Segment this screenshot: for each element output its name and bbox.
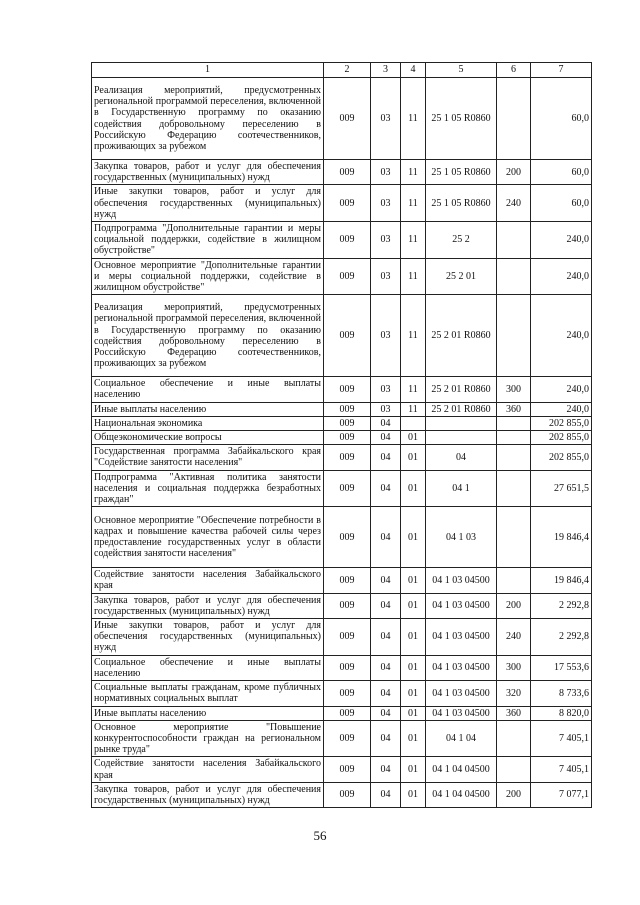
target-article-cell: 04 1 03 04500 xyxy=(426,655,497,680)
row-name-cell: Социальные выплаты гражданам, кроме публичных нормативных социальных выплат xyxy=(92,681,324,706)
row-name-cell: Подпрограмма "Дополнительные гарантии и меры социальной поддержки, содействие в жилищном обустройстве" xyxy=(92,222,324,259)
row-name-cell: Реализация мероприятий, предусмотренных региональной программой переселения, включенной в Государственную программу по оказанию содействия добровольному переселению в Российскую Федерацию соотечественников, проживающих за рубежом xyxy=(92,295,324,377)
table-body xyxy=(92,63,592,808)
target-article-cell xyxy=(426,431,497,445)
row-name-cell: Подпрограмма "Активная политика занятости населения и социальная поддержка безработных граждан" xyxy=(92,470,324,507)
target-article-cell: 04 1 03 04500 xyxy=(426,619,497,656)
expense-type-cell: 320 xyxy=(497,681,531,706)
admin-code-cell: 009 xyxy=(324,655,371,680)
table-row xyxy=(92,706,592,720)
subsection-code-cell xyxy=(401,416,426,430)
expense-type-cell xyxy=(497,416,531,430)
table-row xyxy=(92,568,592,593)
expense-type-cell xyxy=(497,568,531,593)
section-code-cell: 03 xyxy=(371,78,401,160)
row-name-cell: Основное мероприятие "Обеспечение потребности в кадрах и повышение качества рабочей силы через предоставление государственных услуг в области содействия занятости населения" xyxy=(92,507,324,568)
target-article-cell: 25 1 05 R0860 xyxy=(426,78,497,160)
target-article-cell: 25 2 01 R0860 xyxy=(426,402,497,416)
table-row xyxy=(92,431,592,445)
header-cell: 4 xyxy=(401,63,426,78)
expense-type-cell xyxy=(497,222,531,259)
table-row xyxy=(92,593,592,618)
admin-code-cell: 009 xyxy=(324,470,371,507)
target-article-cell: 25 2 xyxy=(426,222,497,259)
section-code-cell: 04 xyxy=(371,507,401,568)
table-row xyxy=(92,295,592,377)
amount-cell: 240,0 xyxy=(531,222,592,259)
subsection-code-cell: 01 xyxy=(401,445,426,470)
section-code-cell: 04 xyxy=(371,619,401,656)
admin-code-cell: 009 xyxy=(324,222,371,259)
amount-cell: 2 292,8 xyxy=(531,619,592,656)
admin-code-cell: 009 xyxy=(324,431,371,445)
subsection-code-cell: 01 xyxy=(401,655,426,680)
amount-cell: 2 292,8 xyxy=(531,593,592,618)
table-row xyxy=(92,222,592,259)
section-code-cell: 03 xyxy=(371,377,401,402)
header-cell: 3 xyxy=(371,63,401,78)
amount-cell: 202 855,0 xyxy=(531,431,592,445)
amount-cell: 19 846,4 xyxy=(531,507,592,568)
header-cell: 6 xyxy=(497,63,531,78)
table-row xyxy=(92,655,592,680)
row-name-cell: Государственная программа Забайкальского края "Содействие занятости населения" xyxy=(92,445,324,470)
admin-code-cell: 009 xyxy=(324,507,371,568)
amount-cell: 60,0 xyxy=(531,160,592,185)
subsection-code-cell: 01 xyxy=(401,706,426,720)
subsection-code-cell: 11 xyxy=(401,402,426,416)
amount-cell: 8 733,6 xyxy=(531,681,592,706)
row-name-cell: Закупка товаров, работ и услуг для обеспечения государственных (муниципальных) нужд xyxy=(92,160,324,185)
target-article-cell: 04 1 03 04500 xyxy=(426,593,497,618)
admin-code-cell: 009 xyxy=(324,706,371,720)
budget-table xyxy=(91,62,592,808)
table-row xyxy=(92,258,592,295)
admin-code-cell: 009 xyxy=(324,568,371,593)
expense-type-cell: 240 xyxy=(497,185,531,222)
amount-cell: 240,0 xyxy=(531,258,592,295)
table-row xyxy=(92,160,592,185)
section-code-cell: 04 xyxy=(371,416,401,430)
table-row xyxy=(92,78,592,160)
subsection-code-cell: 01 xyxy=(401,782,426,807)
subsection-code-cell: 01 xyxy=(401,568,426,593)
admin-code-cell: 009 xyxy=(324,619,371,656)
table-row xyxy=(92,681,592,706)
row-name-cell: Социальное обеспечение и иные выплаты населению xyxy=(92,377,324,402)
admin-code-cell: 009 xyxy=(324,757,371,782)
target-article-cell xyxy=(426,416,497,430)
expense-type-cell: 360 xyxy=(497,706,531,720)
target-article-cell: 25 2 01 xyxy=(426,258,497,295)
header-cell: 7 xyxy=(531,63,592,78)
table-row xyxy=(92,416,592,430)
row-name-cell: Содействие занятости населения Забайкальского края xyxy=(92,757,324,782)
admin-code-cell: 009 xyxy=(324,295,371,377)
expense-type-cell xyxy=(497,507,531,568)
target-article-cell: 04 1 03 04500 xyxy=(426,706,497,720)
amount-cell: 240,0 xyxy=(531,402,592,416)
table-row xyxy=(92,377,592,402)
row-name-cell: Содействие занятости населения Забайкальского края xyxy=(92,568,324,593)
section-code-cell: 03 xyxy=(371,160,401,185)
expense-type-cell xyxy=(497,470,531,507)
amount-cell: 202 855,0 xyxy=(531,416,592,430)
row-name-cell: Национальная экономика xyxy=(92,416,324,430)
target-article-cell: 04 1 03 04500 xyxy=(426,568,497,593)
section-code-cell: 04 xyxy=(371,720,401,757)
subsection-code-cell: 11 xyxy=(401,185,426,222)
admin-code-cell: 009 xyxy=(324,445,371,470)
amount-cell: 19 846,4 xyxy=(531,568,592,593)
header-cell: 1 xyxy=(92,63,324,78)
expense-type-cell xyxy=(497,431,531,445)
target-article-cell: 25 2 01 R0860 xyxy=(426,377,497,402)
target-article-cell: 04 xyxy=(426,445,497,470)
expense-type-cell xyxy=(497,295,531,377)
expense-type-cell xyxy=(497,757,531,782)
subsection-code-cell: 01 xyxy=(401,681,426,706)
subsection-code-cell: 01 xyxy=(401,593,426,618)
section-code-cell: 04 xyxy=(371,655,401,680)
header-cell: 5 xyxy=(426,63,497,78)
row-name-cell: Реализация мероприятий, предусмотренных региональной программой переселения, включенной в Государственную программу по оказанию содействия добровольному переселению в Российскую Федерацию соотечественников, проживающих за рубежом xyxy=(92,78,324,160)
target-article-cell: 25 2 01 R0860 xyxy=(426,295,497,377)
row-name-cell: Общеэкономические вопросы xyxy=(92,431,324,445)
row-name-cell: Социальное обеспечение и иные выплаты населению xyxy=(92,655,324,680)
amount-cell: 60,0 xyxy=(531,185,592,222)
expense-type-cell: 200 xyxy=(497,593,531,618)
admin-code-cell: 009 xyxy=(324,681,371,706)
row-name-cell: Закупка товаров, работ и услуг для обеспечения государственных (муниципальных) нужд xyxy=(92,782,324,807)
table-row xyxy=(92,445,592,470)
admin-code-cell: 009 xyxy=(324,185,371,222)
amount-cell: 240,0 xyxy=(531,377,592,402)
target-article-cell: 25 1 05 R0860 xyxy=(426,160,497,185)
section-code-cell: 04 xyxy=(371,681,401,706)
section-code-cell: 03 xyxy=(371,402,401,416)
section-code-cell: 04 xyxy=(371,706,401,720)
table-row xyxy=(92,470,592,507)
row-name-cell: Закупка товаров, работ и услуг для обеспечения государственных (муниципальных) нужд xyxy=(92,593,324,618)
subsection-code-cell: 01 xyxy=(401,431,426,445)
expense-type-cell: 300 xyxy=(497,655,531,680)
page-number: 56 xyxy=(313,828,327,843)
subsection-code-cell: 11 xyxy=(401,78,426,160)
table-row xyxy=(92,757,592,782)
expense-type-cell: 200 xyxy=(497,782,531,807)
target-article-cell: 04 1 04 04500 xyxy=(426,757,497,782)
row-name-cell: Основное мероприятие "Повышение конкурентоспособности граждан на региональном рынке труда" xyxy=(92,720,324,757)
expense-type-cell xyxy=(497,258,531,295)
subsection-code-cell: 11 xyxy=(401,377,426,402)
amount-cell: 240,0 xyxy=(531,295,592,377)
admin-code-cell: 009 xyxy=(324,720,371,757)
section-code-cell: 04 xyxy=(371,593,401,618)
subsection-code-cell: 11 xyxy=(401,222,426,259)
admin-code-cell: 009 xyxy=(324,377,371,402)
admin-code-cell: 009 xyxy=(324,78,371,160)
table-row xyxy=(92,402,592,416)
amount-cell: 7 405,1 xyxy=(531,720,592,757)
table-row xyxy=(92,782,592,807)
admin-code-cell: 009 xyxy=(324,782,371,807)
expense-type-cell: 300 xyxy=(497,377,531,402)
row-name-cell: Основное мероприятие "Дополнительные гарантии и меры социальной поддержки, содействие в жилищном обустройстве" xyxy=(92,258,324,295)
table-row xyxy=(92,619,592,656)
subsection-code-cell: 01 xyxy=(401,757,426,782)
admin-code-cell: 009 xyxy=(324,416,371,430)
row-name-cell: Иные закупки товаров, работ и услуг для обеспечения государственных (муниципальных) нужд xyxy=(92,619,324,656)
section-code-cell: 04 xyxy=(371,782,401,807)
amount-cell: 7 077,1 xyxy=(531,782,592,807)
amount-cell: 202 855,0 xyxy=(531,445,592,470)
section-code-cell: 03 xyxy=(371,222,401,259)
row-name-cell: Иные выплаты населению xyxy=(92,706,324,720)
expense-type-cell xyxy=(497,720,531,757)
target-article-cell: 04 1 04 xyxy=(426,720,497,757)
admin-code-cell: 009 xyxy=(324,402,371,416)
subsection-code-cell: 11 xyxy=(401,258,426,295)
subsection-code-cell: 01 xyxy=(401,619,426,656)
section-code-cell: 04 xyxy=(371,568,401,593)
admin-code-cell: 009 xyxy=(324,593,371,618)
subsection-code-cell: 01 xyxy=(401,470,426,507)
section-code-cell: 04 xyxy=(371,757,401,782)
amount-cell: 17 553,6 xyxy=(531,655,592,680)
section-code-cell: 03 xyxy=(371,185,401,222)
admin-code-cell: 009 xyxy=(324,160,371,185)
section-code-cell: 04 xyxy=(371,431,401,445)
expense-type-cell xyxy=(497,78,531,160)
expense-type-cell xyxy=(497,445,531,470)
amount-cell: 27 651,5 xyxy=(531,470,592,507)
subsection-code-cell: 11 xyxy=(401,295,426,377)
admin-code-cell: 009 xyxy=(324,258,371,295)
header-cell: 2 xyxy=(324,63,371,78)
subsection-code-cell: 11 xyxy=(401,160,426,185)
target-article-cell: 25 1 05 R0860 xyxy=(426,185,497,222)
subsection-code-cell: 01 xyxy=(401,720,426,757)
table-row xyxy=(92,720,592,757)
target-article-cell: 04 1 03 04500 xyxy=(426,681,497,706)
table-row xyxy=(92,185,592,222)
table-row xyxy=(92,507,592,568)
row-name-cell: Иные закупки товаров, работ и услуг для обеспечения государственных (муниципальных) нужд xyxy=(92,185,324,222)
section-code-cell: 03 xyxy=(371,295,401,377)
amount-cell: 8 820,0 xyxy=(531,706,592,720)
target-article-cell: 04 1 03 xyxy=(426,507,497,568)
section-code-cell: 04 xyxy=(371,470,401,507)
expense-type-cell: 240 xyxy=(497,619,531,656)
section-code-cell: 03 xyxy=(371,258,401,295)
expense-type-cell: 200 xyxy=(497,160,531,185)
target-article-cell: 04 1 xyxy=(426,470,497,507)
subsection-code-cell: 01 xyxy=(401,507,426,568)
amount-cell: 7 405,1 xyxy=(531,757,592,782)
header-row xyxy=(92,63,592,78)
target-article-cell: 04 1 04 04500 xyxy=(426,782,497,807)
row-name-cell: Иные выплаты населению xyxy=(92,402,324,416)
section-code-cell: 04 xyxy=(371,445,401,470)
expense-type-cell: 360 xyxy=(497,402,531,416)
amount-cell: 60,0 xyxy=(531,78,592,160)
